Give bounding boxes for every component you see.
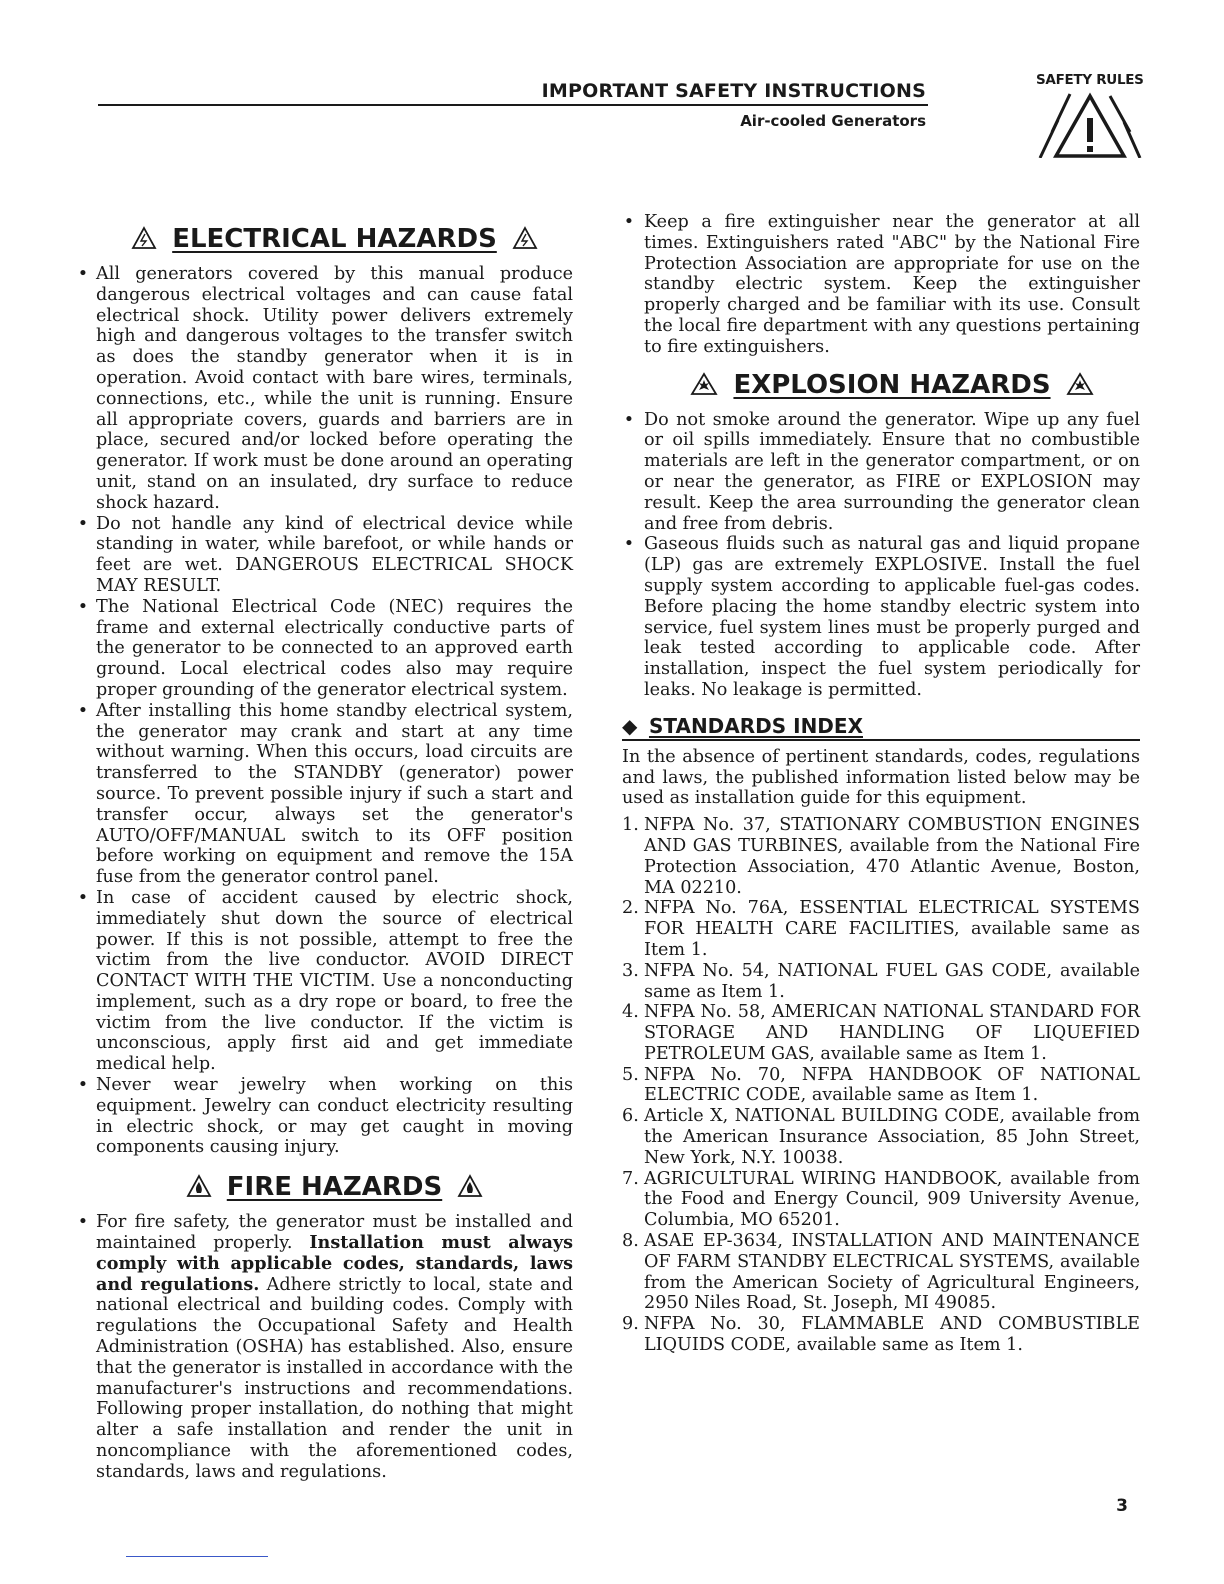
list-item: [622, 1002, 1140, 1064]
bullet: •: [77, 700, 89, 721]
list-item: [622, 1064, 1140, 1107]
fire-warning-icon: [457, 1174, 483, 1198]
explosion-hazards-title: EXPLOSION HAZARDS: [733, 369, 1051, 400]
electrical-hazards-title: ELECTRICAL HAZARDS: [172, 224, 497, 254]
list-item: [622, 1231, 1140, 1314]
list-item-text: Do not smoke around the generator. Wipe up any fuel or oil spills immediately. Ensure that no combustible materials are left in the generator compartment, or on or near the generator, as FIRE or EXPLOSION may result. Keep the area surrounding the generator clean and free from debris.: [644, 409, 1140, 534]
list-item-text: NFPA No. 30, FLAMMABLE AND COMBUSTIBLE LIQUIDS CODE, available same as Item 1.: [644, 1314, 1140, 1356]
list-item-number: 3.: [622, 960, 639, 981]
list-item-text: NFPA No. 76A, ESSENTIAL ELECTRICAL SYSTEMS FOR HEALTH CARE FACILITIES, available same as Item 1.: [644, 898, 1140, 960]
list-item: [622, 960, 1140, 1003]
list-item: [77, 513, 573, 597]
standards-index-title: STANDARDS INDEX: [648, 713, 863, 738]
list-item-text: Keep a fire extinguisher near the generator at all times. Extinguishers rated "ABC" by the National Fire Protection Association are appropriate for use on the standby electric system. Keep the extinguisher properly charged and be familiar with its use. Consult the local fire department with any questions pertaining to fire extinguishers.: [644, 212, 1140, 357]
list-item-number: 5.: [622, 1064, 639, 1085]
list-item: [623, 409, 1140, 535]
list-item-text: NFPA No. 37, STATIONARY COMBUSTION ENGINES AND GAS TURBINES, available from the National Fire Protection Association, 470 Atlantic Avenue, Boston, MA 02210.: [644, 815, 1140, 898]
list-item-number: 1.: [622, 815, 639, 836]
list-item: [623, 534, 1140, 700]
fire-hazards-list: [77, 1212, 573, 1482]
explosion-warning-icon: [1066, 372, 1094, 396]
warning-triangle-icon: [1036, 92, 1144, 158]
electrical-warning-icon: [512, 226, 538, 250]
list-item-text: Gaseous fluids such as natural gas and liquid propane (LP) gas are extremely EXPLOSIVE. Install the fuel supply system according to applicable fuel-gas codes. Before placing the home standby electric system into service, fuel system lines must be properly purged and leak tested according to applicable code. After installation, inspect the fuel system periodically for leaks. No leakage is permitted.: [644, 534, 1140, 700]
list-item: [77, 1212, 573, 1482]
list-item-text: In case of accident caused by electric shock, immediately shut down the source of electrical power. If this is not possible, attempt to free the victim from the live conductor. AVOID DIRECT CONTACT WITH THE VICTIM. Use a nonconducting implement, such as a dry rope or board, to free the victim from the live conductor. If the victim is unconscious, apply first aid and get immediate medical help.: [96, 887, 573, 1075]
list-item-number: 2.: [622, 898, 639, 919]
list-item-text: The National Electrical Code (NEC) requires the frame and external electrically conductive parts of the generator to be connected to an approved earth ground. Local electrical codes also may require proper grounding of the generator electrical system.: [96, 596, 573, 700]
bullet: •: [77, 887, 89, 908]
standards-index-heading: [622, 713, 1140, 741]
list-item-text: Do not handle any kind of electrical device while standing in water, while barefoot, or while hands or feet are wet. DANGEROUS ELECTRICAL SHOCK MAY RESULT.: [96, 513, 573, 596]
list-item-number: 7.: [622, 1168, 639, 1189]
list-item-number: 9.: [622, 1314, 639, 1335]
bullet: •: [623, 212, 635, 232]
footer-rule: [126, 1556, 268, 1557]
list-item-text: ASAE EP-3634, INSTALLATION AND MAINTENANCE OF FARM STANDBY ELECTRICAL SYSTEMS, available from the American Society of Agricultural Engineers, 2950 Niles Road, St. Joseph, MI 49085.: [644, 1231, 1140, 1314]
list-item-number: 4.: [622, 1002, 639, 1023]
list-item-text: AGRICULTURAL WIRING HANDBOOK, available from the Food and Energy Council, 909 University Avenue, Columbia, MO 65201.: [644, 1168, 1140, 1231]
list-item-text: Adhere strictly to local, state and national electrical and building codes. Comply with regulations the Occupational Safety and Health Administration (OSHA) has established. Also, ensure that the generator is installed in accordance with the manufacturer's instructions and recommendations. Following proper installation, do nothing that might alter a safe installation and render the unit in noncompliance with the aforementioned codes, standards, laws and regulations.: [96, 1274, 573, 1482]
list-item: [77, 264, 573, 514]
bullet: •: [623, 534, 635, 555]
fire-hazards-title: FIRE HAZARDS: [226, 1172, 443, 1203]
list-item: [622, 1314, 1140, 1356]
header-subtitle: Air-cooled Generators: [740, 112, 926, 130]
list-item-text: Never wear jewelry when working on this equipment. Jewelry can conduct electricity resulting in electric shock, or may get caught in moving components causing injury.: [96, 1075, 573, 1158]
bullet: •: [77, 1075, 89, 1096]
page-number: 3: [1116, 1496, 1128, 1516]
list-item-number: 8.: [622, 1231, 639, 1252]
electrical-hazards-heading: [96, 222, 573, 256]
list-item: [623, 212, 1140, 358]
list-item: [77, 596, 573, 701]
list-item: [77, 887, 573, 1075]
list-item-text: All generators covered by this manual produce dangerous electrical voltages and can cause fatal electrical shock. Utility power delivers extremely high and dangerous voltages to the transfer switch as does the standby generator when it is in operation. Avoid contact with bare wires, terminals, connections, etc., while the unit is running. Ensure all appropriate covers, guards and barriers are in place, secured and/or locked before operating the generator. If work must be done around an operating unit, stand on an insulated, dry surface to reduce shock hazard.: [96, 264, 573, 513]
explosion-hazards-list: [623, 409, 1140, 701]
diamond-bullet-icon: ◆: [622, 713, 638, 738]
list-item: [77, 700, 573, 888]
header-rule: [98, 104, 928, 106]
safety-rules-label: SAFETY RULES: [1036, 72, 1144, 88]
standards-intro: In the absence of pertinent standards, codes, regulations and laws, the published information listed below may be used as installation guide for this equipment.: [622, 746, 1140, 809]
list-item-text: After installing this home standby electrical system, the generator may crank and start at any time without warning. When this occurs, load circuits are transferred to the STANDBY (generator) power source. To prevent possible injury if such a start and transfer occur, always set the generator's AUTO/OFF/MANUAL switch to its OFF position before working on equipment and remove the 15A fuse from the generator control panel.: [96, 700, 573, 888]
bullet: •: [77, 513, 89, 534]
right-column: [622, 212, 1140, 1356]
fire-hazards-list-continued: [623, 212, 1140, 358]
list-item-text: For fire safety, the generator must be installed and maintained properly.: [96, 1212, 573, 1254]
standards-list: [622, 815, 1140, 1356]
bullet: •: [623, 409, 635, 430]
list-item: [622, 1106, 1140, 1168]
bullet: •: [77, 596, 89, 617]
list-item-bold-text: Installation must always comply with applicable codes, standards, laws and regulations.: [96, 1232, 573, 1295]
list-item-text: NFPA No. 70, NFPA HANDBOOK OF NATIONAL ELECTRIC CODE, available same as Item 1.: [644, 1064, 1140, 1106]
list-item-number: 6.: [622, 1106, 639, 1127]
list-item-text: NFPA No. 54, NATIONAL FUEL GAS CODE, available same as Item 1.: [644, 960, 1140, 1002]
explosion-hazards-heading: [644, 368, 1140, 402]
electrical-hazards-list: [77, 264, 573, 1158]
list-item: [622, 1168, 1140, 1231]
explosion-warning-icon: [690, 372, 718, 396]
electrical-warning-icon: [131, 226, 157, 250]
list-item-text: NFPA No. 58, AMERICAN NATIONAL STANDARD FOR STORAGE AND HANDLING OF LIQUEFIED PETROLEUM GAS, available same as Item 1.: [644, 1002, 1140, 1064]
list-item: [77, 1075, 573, 1158]
header-title: IMPORTANT SAFETY INSTRUCTIONS: [541, 80, 926, 102]
bullet: •: [77, 264, 89, 284]
fire-hazards-heading: [96, 1170, 573, 1204]
list-item-text: Article X, NATIONAL BUILDING CODE, available from the American Insurance Association, 85 John Street, New York, N.Y. 10038.: [644, 1106, 1140, 1168]
fire-warning-icon: [186, 1174, 212, 1198]
list-item: [622, 815, 1140, 898]
bullet: •: [77, 1212, 89, 1233]
left-column: [77, 210, 573, 1483]
list-item: [622, 898, 1140, 960]
